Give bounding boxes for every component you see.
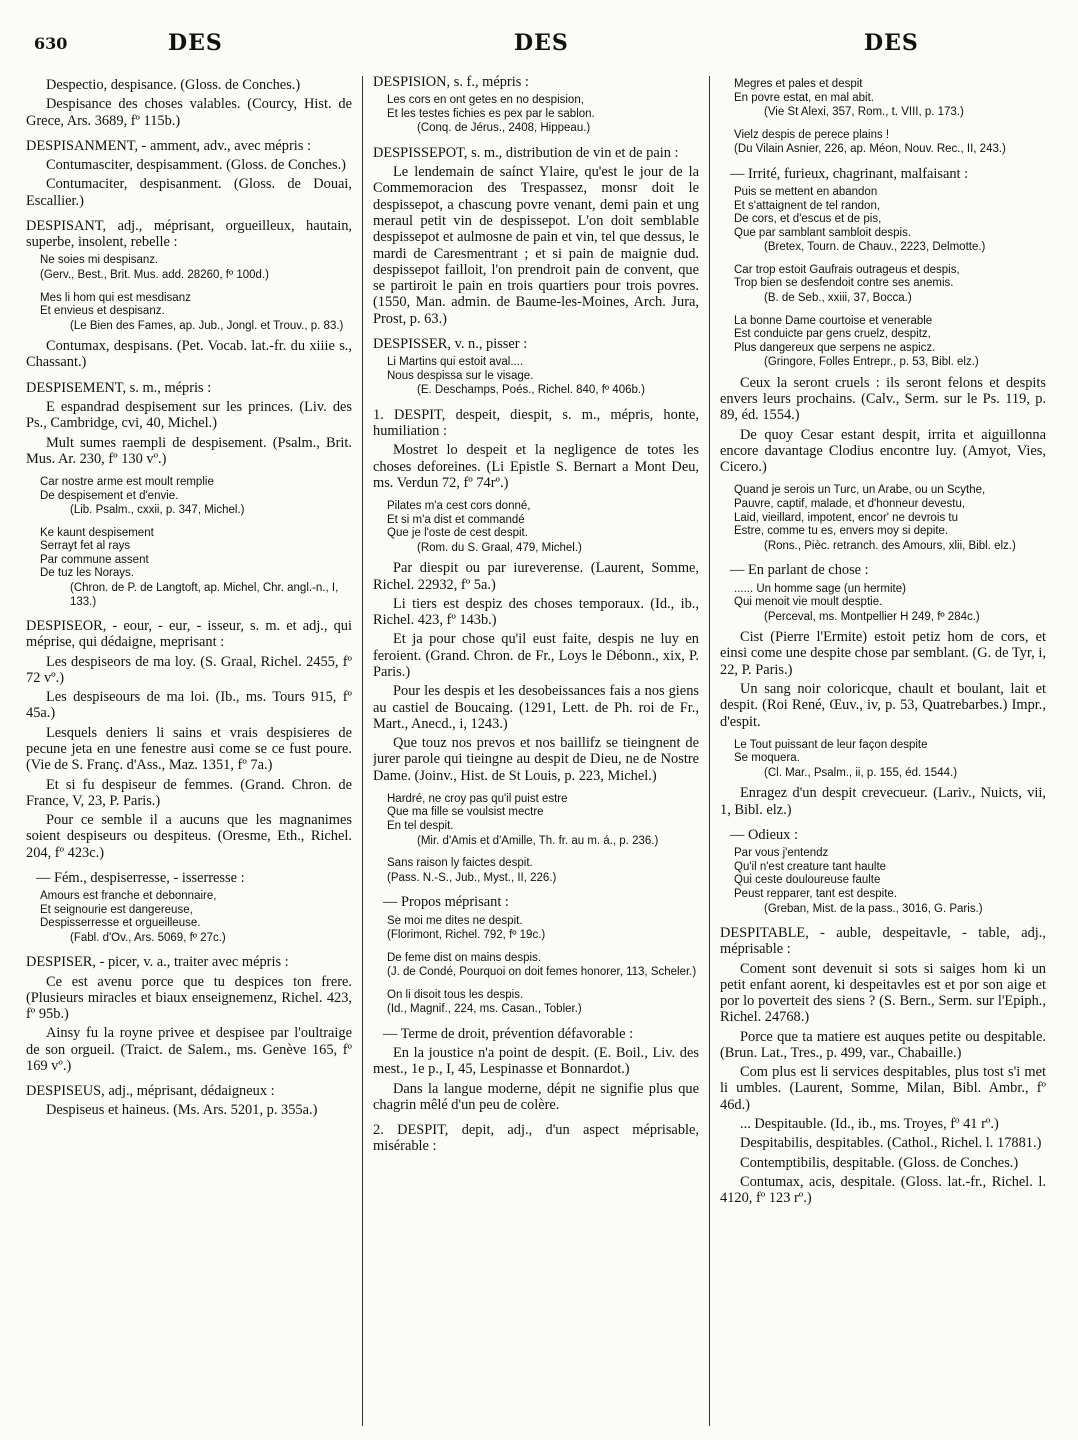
- citation-paragraph: ... Despitauble. (Id., ib., ms. Troyes, fº 41 rº.): [740, 1116, 999, 1132]
- dictionary-entry: [720, 827, 1046, 916]
- verse-line: On li disoit tous les despis.: [387, 988, 524, 1001]
- dictionary-entry: [720, 78, 1046, 120]
- dictionary-entry: [373, 500, 699, 784]
- citation-paragraph: Ceux la seront cruels : ils seront felons et despits envers leurs prochains. (Calv., Serm. sur le Ps. 119, p. 89, éd. 1554.): [720, 374, 1046, 424]
- verse-quotation: [40, 254, 352, 282]
- verse-line: Et si m'a dist et commandé: [387, 513, 525, 526]
- dictionary-entry: [373, 74, 699, 136]
- dictionary-entry: [373, 336, 699, 398]
- verse-line: Les cors en ont getes en no despision,: [387, 94, 584, 107]
- dictionary-entry: [720, 166, 1046, 255]
- dictionary-entry: [373, 1026, 699, 1113]
- entry-definition: DESPISANT, adj., méprisant, orgueilleux, hautain, superbe, insolent, rebelle :: [26, 217, 352, 251]
- verse-quotation: [734, 739, 1046, 781]
- dictionary-entry: [26, 870, 352, 946]
- verse-quotation: [734, 78, 1046, 120]
- verse-line: Et les testes fichies es pex par le sablon.: [387, 107, 595, 120]
- verse-line: Estre, comme tu es, envers moy si depite.: [734, 525, 949, 538]
- verse-line: Quand je serois un Turc, un Arabe, ou un Scythe,: [734, 484, 986, 497]
- sub-sense: — Odieux :: [730, 827, 798, 843]
- verse-line: Despisserresse et orgueilleuse.: [40, 917, 201, 930]
- dictionary-entry: [373, 145, 699, 327]
- verse-line: De cors, et d'escus et de pis,: [734, 213, 882, 226]
- page-number: 630: [34, 34, 68, 53]
- entry-definition: DESPISER, - picer, v. a., traiter avec mépris :: [26, 954, 289, 971]
- citation-source: (Lib. Psalm., cxxii, p. 347, Michel.): [70, 504, 245, 517]
- verse-quotation: [734, 129, 1046, 157]
- entry-definition: 2. DESPIT, depit, adj., d'un aspect méprisable, misérable :: [373, 1122, 699, 1155]
- citation-source: (Bretex, Tourn. de Chauv., 2223, Delmotte.): [764, 241, 986, 254]
- verse-line: Se moi me dites ne despit.: [387, 914, 523, 927]
- verse-line: Peust repparer, tant est despite.: [734, 887, 898, 900]
- verse-quotation: [734, 186, 1046, 255]
- verse-line: ...... Un homme sage (un hermite): [734, 582, 906, 595]
- verse-line: Est conduicte par gens cruelz, despitz,: [734, 328, 931, 341]
- dictionary-entry: [26, 1083, 352, 1119]
- citation-paragraph: Porce que ta matiere est auques petite ou despitable. (Brun. Lat., Tres., p. 499, var., Chabaille.): [720, 1028, 1046, 1061]
- verse-line: Et envieus et despisanz.: [40, 305, 165, 318]
- citation-source: (Perceval, ms. Montpellier H 249, fº 284c.): [764, 610, 980, 623]
- running-head-left: DES: [168, 30, 223, 56]
- citation-source: (Gerv., Best., Brit. Mus. add. 28260, fº 100d.): [40, 268, 269, 281]
- citation-source: (E. Deschamps, Poés., Richel. 840, fº 406b.): [417, 384, 645, 397]
- verse-line: Se moquera.: [734, 752, 800, 765]
- dictionary-entry: [720, 925, 1046, 1206]
- verse-line: Ke kaunt despisement: [40, 526, 154, 539]
- citation-paragraph: Despectio, despisance. (Gloss. de Conches.): [46, 77, 301, 93]
- citation-source: (Chron. de P. de Langtoft, ap. Michel, Chr. angl.-n., I, 133.): [70, 582, 339, 608]
- column-2: [373, 74, 699, 1430]
- citation-source: (Cl. Mar., Psalm., ii, p. 155, éd. 1544.): [764, 766, 958, 779]
- verse-line: Et s'attaignent de tel randon,: [734, 199, 881, 212]
- verse-quotation: [387, 356, 699, 398]
- citation-paragraph: Les despiseours de ma loi. (Ib., ms. Tours 915, fº 45a.): [26, 689, 352, 722]
- dictionary-entry: [26, 527, 352, 609]
- verse-line: Hardré, ne croy pas qu'il puist estre: [387, 792, 568, 805]
- dictionary-entry: [720, 484, 1046, 553]
- sub-sense: — Propos méprisant :: [383, 894, 509, 911]
- dictionary-entry: [26, 218, 352, 283]
- column-rule: [362, 76, 363, 1426]
- citation-source: (Rons., Pièc. retranch. des Amours, xlii, Bibl. elz.): [764, 539, 1016, 552]
- dictionary-entry: [373, 1122, 699, 1155]
- citation-paragraph: Les despiseors de ma loy. (S. Graal, Richel. 2455, fº 72 vº.): [26, 653, 352, 686]
- citation-paragraph: Coment sont devenuit si sots si saiges hom ki un petit enfant aorent, ki despeitavles est et por son aige et por lo poverteit des siens ? (S. Bern., Serm. sur l'Epiph., Richel. 24768.): [720, 960, 1046, 1026]
- citation-paragraph: De quoy Cesar estant despit, irrita et aiguillonna encore davantage Clodius encontre luy. (Amyot, Vies, Cicero.): [720, 426, 1046, 476]
- verse-line: De tuz les Norays.: [40, 567, 134, 580]
- dictionary-entry: [26, 954, 352, 1074]
- citation-paragraph: Par diespit ou par iureverense. (Laurent, Somme, Richel. 22932, fº 5a.): [373, 560, 699, 593]
- verse-line: Sans raison ly faictes despit.: [387, 857, 533, 870]
- verse-line: Puis se mettent en abandon: [734, 186, 878, 199]
- column-3: [720, 74, 1046, 1430]
- verse-line: Plus dangereux que serpens ne aspicz.: [734, 341, 936, 354]
- dictionary-entry: [26, 618, 352, 861]
- verse-line: Vielz despis de perece plains !: [734, 128, 890, 141]
- running-head-center: DES: [514, 30, 569, 56]
- verse-quotation: [734, 315, 1046, 370]
- dictionary-entry: [720, 264, 1046, 306]
- verse-line: Ne soies mi despisanz.: [40, 254, 159, 267]
- entry-definition: DESPITABLE, - auble, despeitavle, - table, adj., méprisable :: [720, 925, 1046, 958]
- citation-paragraph: Ce est avenu porce que tu despices ton frere. (Plusieurs miracles et biaux enseignemenz, Richel. 423, fº 95b.): [26, 973, 352, 1023]
- entry-definition: DESPISEMENT, s. m., mépris :: [26, 379, 212, 396]
- dictionary-entry: [720, 315, 1046, 476]
- entry-definition: DESPISEUS, adj., méprisant, dédaigneux :: [26, 1083, 275, 1100]
- verse-line: Trop bien se desfendoit contre ses anemis.: [734, 277, 954, 290]
- verse-line: Par vous j'entendz: [734, 847, 829, 860]
- citation-paragraph: Cist (Pierre l'Ermite) estoit petiz hom de cors, et einsi come une despite chose par semblant. (G. de Tyr, i, 22, P. Paris.): [720, 629, 1046, 678]
- dictionary-entry: [720, 739, 1046, 818]
- page-header: [0, 30, 1078, 64]
- verse-line: Qu'il n'est creature tant haulte: [734, 860, 887, 873]
- verse-line: Car nostre arme est moult remplie: [40, 476, 214, 489]
- verse-quotation: [387, 952, 699, 980]
- citation-source: (Mir. d'Amis et d'Amille, Th. fr. au m. á., p. 236.): [417, 834, 659, 847]
- citation-paragraph: Mult sumes raempli de despisement. (Psalm., Brit. Mus. Ar. 230, fº 130 vº.): [26, 434, 352, 467]
- citation-source: (J. de Condé, Pourquoi on doit femes honorer, 113, Scheler.): [387, 966, 697, 979]
- citation-paragraph: Lesquels deniers li sains et vrais despisieres de pecune jeta en une fenestre ausi come se ce fust poure. (Vie de S. Franç. d'Ass., Maz. 1351, fº 7a.): [26, 724, 352, 774]
- verse-quotation: [40, 292, 352, 334]
- citation-paragraph: En la joustice n'a point de despit. (E. Boil., Liv. des mest., 1e p., I, 45, Lespinasse et Bonnardot.): [373, 1045, 699, 1078]
- citation-paragraph: Contumax, acis, despitale. (Gloss. lat.-fr., Richel. l. 4120, fº 123 rº.): [720, 1173, 1046, 1207]
- verse-line: Laid, vieillard, impotent, encor' ne devrois tu: [734, 511, 959, 524]
- citation-source: (Vie St Alexi, 357, Rom., t. VIII, p. 173.): [764, 106, 964, 119]
- citation-paragraph: E espandrad despisement sur les princes. (Liv. des Ps., Cambridge, cvi, 40, Michel.): [26, 399, 352, 432]
- verse-quotation: [387, 500, 699, 555]
- verse-quotation: [734, 264, 1046, 306]
- verse-line: Serrayt fet al rays: [40, 540, 131, 553]
- dictionary-entry: [373, 857, 699, 885]
- column-1: [26, 74, 352, 1430]
- verse-line: Le Tout puissant de leur façon despite: [734, 738, 928, 751]
- citation-paragraph: Despitabilis, despitables. (Cathol., Richel. l. 17881.): [740, 1135, 1042, 1152]
- dictionary-entry: [720, 129, 1046, 157]
- citation-source: (Rom. du S. Graal, 479, Michel.): [417, 541, 582, 554]
- citation-paragraph: Contumaciter, despisanment. (Gloss. de Douai, Escallier.): [26, 176, 352, 209]
- citation-paragraph: Un sang noir coloricque, chault et boulant, lait et despit. (Roi René, Œuv., iv, p. 53, Quatrebarbes.) Impr., d'espit.: [720, 680, 1046, 730]
- citation-paragraph: Que touz nos prevos et nos baillifz se tieingnent de jurer parole qui tieingne au despit de Dieu, ne de Nostre Dame. (Joinv., Hist. de St Louis, p. 223, Michel.): [373, 735, 699, 784]
- citation-paragraph: Pour les despis et les desobeissances fais a nos giens au castiel de Boucaing. (1291, Lett. de Ph. roi de Fr., Mart., Anecd., i, 1243.): [373, 683, 699, 732]
- citation-paragraph: Mostret lo despeit et la negligence de totes les choses deforeines. (Li Epistle S. Bernart a Mont Deu, ms. Verdun 72, fº 74rº.): [373, 442, 699, 491]
- citation-source: (Pass. N.-S., Jub., Myst., II, 226.): [387, 871, 557, 884]
- citation-source: (Id., Magnif., 224, ms. Casan., Tobler.): [387, 1003, 582, 1016]
- citation-source: (B. de Seb., xxiii, 37, Bocca.): [764, 292, 912, 305]
- dictionary-entry: [26, 77, 352, 129]
- entry-definition: DESPISEOR, - eour, - eur, - isseur, s. m. et adj., qui méprise, qui dédaigne, meprisant :: [26, 618, 352, 651]
- verse-line: Et seignourie est dangereuse,: [40, 903, 193, 916]
- verse-quotation: [387, 989, 699, 1017]
- dictionary-entry: [373, 989, 699, 1017]
- verse-quotation: [734, 484, 1046, 553]
- sub-sense: — Terme de droit, prévention défavorable :: [383, 1025, 634, 1042]
- verse-quotation: [40, 890, 352, 945]
- verse-quotation: [734, 847, 1046, 916]
- citation-source: (Greban, Mist. de la pass., 3016, G. Paris.): [764, 902, 983, 915]
- dictionary-entry: [720, 562, 1046, 730]
- verse-line: Mes li hom qui est mesdisanz: [40, 291, 191, 304]
- verse-line: Pauvre, captif, malade, et d'honneur devestu,: [734, 497, 966, 510]
- dictionary-entry: [26, 292, 352, 371]
- dictionary-entry: [373, 894, 699, 942]
- dictionary-entry: [373, 407, 699, 491]
- dictionary-entry: [373, 793, 699, 848]
- verse-line: Amours est franche et debonnaire,: [40, 890, 217, 903]
- citation-paragraph: Contumax, despisans. (Pet. Vocab. lat.-fr. du xiiie s., Chassant.): [26, 338, 352, 371]
- citation-source: (Gringore, Folles Entrepr., p. 53, Bibl. elz.): [764, 356, 979, 369]
- citation-paragraph: Contumasciter, despisamment. (Gloss. de Conches.): [46, 157, 346, 174]
- verse-line: Par commune assent: [40, 553, 149, 566]
- dictionary-entry: [373, 952, 699, 980]
- citation-paragraph: Contemptibilis, despitable. (Gloss. de Conches.): [740, 1154, 1019, 1171]
- verse-quotation: [387, 793, 699, 848]
- citation-paragraph: Et si fu despiseur de femmes. (Grand. Chron. de France, V, 23, P. Paris.): [26, 776, 352, 809]
- verse-line: De feme dist on mains despis.: [387, 951, 542, 964]
- verse-line: En povre estat, en mal abit.: [734, 91, 874, 104]
- verse-line: Nous despissa sur le visage.: [387, 369, 534, 382]
- citation-source: (Conq. de Jérus., 2408, Hippeau.): [417, 122, 591, 135]
- entry-definition: DESPISSEPOT, s. m., distribution de vin et de pain :: [373, 144, 679, 161]
- citation-paragraph: Enragez d'un despit crevecueur. (Lariv., Nuicts, vii, 1, Bibl. elz.): [720, 785, 1046, 818]
- verse-line: Qui ceste douloureuse faulte: [734, 874, 881, 887]
- verse-line: Que par samblant sambloit despis.: [734, 226, 912, 239]
- verse-line: Que ma fille se voulsist mectre: [387, 806, 544, 819]
- entry-definition: DESPISANMENT, - amment, adv., avec mépris :: [26, 137, 311, 154]
- verse-line: Megres et pales et despit: [734, 78, 863, 90]
- running-head-right: DES: [864, 30, 919, 56]
- sub-sense: — Irrité, furieux, chagrinant, malfaisant :: [730, 165, 969, 182]
- verse-line: Pilates m'a cest cors donné,: [387, 500, 531, 513]
- sub-sense: — En parlant de chose :: [730, 562, 869, 579]
- citation-paragraph: Despisance des choses valables. (Courcy, Hist. de Grece, Ars. 3689, fº 115b.): [26, 96, 352, 129]
- citation-source: (Fabl. d'Ov., Ars. 5069, fº 27c.): [70, 931, 226, 944]
- citation-source: (Le Bien des Fames, ap. Jub., Jongl. et Trouv., p. 83.): [70, 319, 344, 332]
- verse-quotation: [387, 857, 699, 885]
- verse-line: La bonne Dame courtoise et venerable: [734, 314, 933, 327]
- verse-line: Qui menoit vie moult desptie.: [734, 596, 883, 609]
- citation-source: (Du Vilain Asnier, 226, ap. Méon, Nouv. Rec., II, 243.): [734, 143, 1006, 156]
- verse-line: En tel despit.: [387, 819, 454, 832]
- citation-source: (Florimont, Richel. 792, fº 19c.): [387, 929, 546, 942]
- verse-line: De despisement et d'envie.: [40, 489, 179, 502]
- citation-paragraph: Le lendemain de saínct Ylaire, qu'est le jour de la Commemoracion des Trespassez, monsr doit le despissepot, a chascung povre venant, demi pain et ung meraul petit vin de despissepot. L'on doit semblable despissepot et aulmosne de pain et vin, tel que dessus, le mardi de Caresmentrant ; et si pain de maignie dud. despissepot failloit, l'on prendroit pain de convent, que se partiroit le pain en trois quartiers pour trois povres. (1550, Man. admin. de Baume-les-Moines, Arch. Jura, Prost, p. 63.): [373, 164, 699, 327]
- citation-paragraph: Pour ce semble il a aucuns que les magnanimes soient despiseurs ou despiteus. (Oresme, Eth., Richel. 204, fº 423c.): [26, 812, 352, 861]
- verse-line: Car trop estoit Gaufrais outrageus et despis,: [734, 263, 960, 276]
- verse-quotation: [40, 476, 352, 518]
- citation-paragraph: Ainsy fu la royne privee et despisee par l'oultraige de son orgueil. (Traict. de Salem., ms. Genève 165, fº 169 vº.): [26, 1025, 352, 1074]
- column-rule: [709, 76, 710, 1426]
- dictionary-entry: [26, 380, 352, 467]
- entry-definition: DESPISION, s. f., mépris :: [373, 74, 529, 90]
- citation-paragraph: Et ja pour chose qu'il eust faite, despis ne luy en feroient. (Grand. Chron. de Fr., Loys le Débonn., xix, P. Paris.): [373, 631, 699, 680]
- verse-quotation: [40, 527, 352, 609]
- dictionary-entry: [26, 138, 352, 209]
- citation-paragraph: Despiseus et haineus. (Ms. Ars. 5201, p. 355a.): [46, 1102, 318, 1119]
- dictionary-entry: [26, 476, 352, 518]
- verse-line: Que je l'oste de cest despit.: [387, 527, 528, 540]
- verse-quotation: [387, 94, 699, 136]
- sub-sense: — Fém., despiserresse, - isserresse :: [36, 869, 245, 886]
- citation-paragraph: Com plus est li services despitables, plus tost s'i met li umbles. (Laurent, Somme, Milan, Bibl. Ambr., fº 46d.): [720, 1064, 1046, 1113]
- verse-line: Li Martins qui estoit aval....: [387, 356, 524, 369]
- citation-paragraph: Li tiers est despiz des choses temporaux. (Id., ib., Richel. 423, fº 143b.): [373, 595, 699, 629]
- citation-paragraph: Dans la langue moderne, dépit ne signifie plus que chagrin mêlé d'un peu de colère.: [373, 1080, 699, 1113]
- verse-quotation: [734, 583, 1046, 625]
- entry-definition: 1. DESPIT, despeit, diespit, s. m., mépris, honte, humiliation :: [373, 406, 699, 440]
- verse-quotation: [387, 915, 699, 943]
- entry-definition: DESPISSER, v. n., pisser :: [373, 335, 528, 352]
